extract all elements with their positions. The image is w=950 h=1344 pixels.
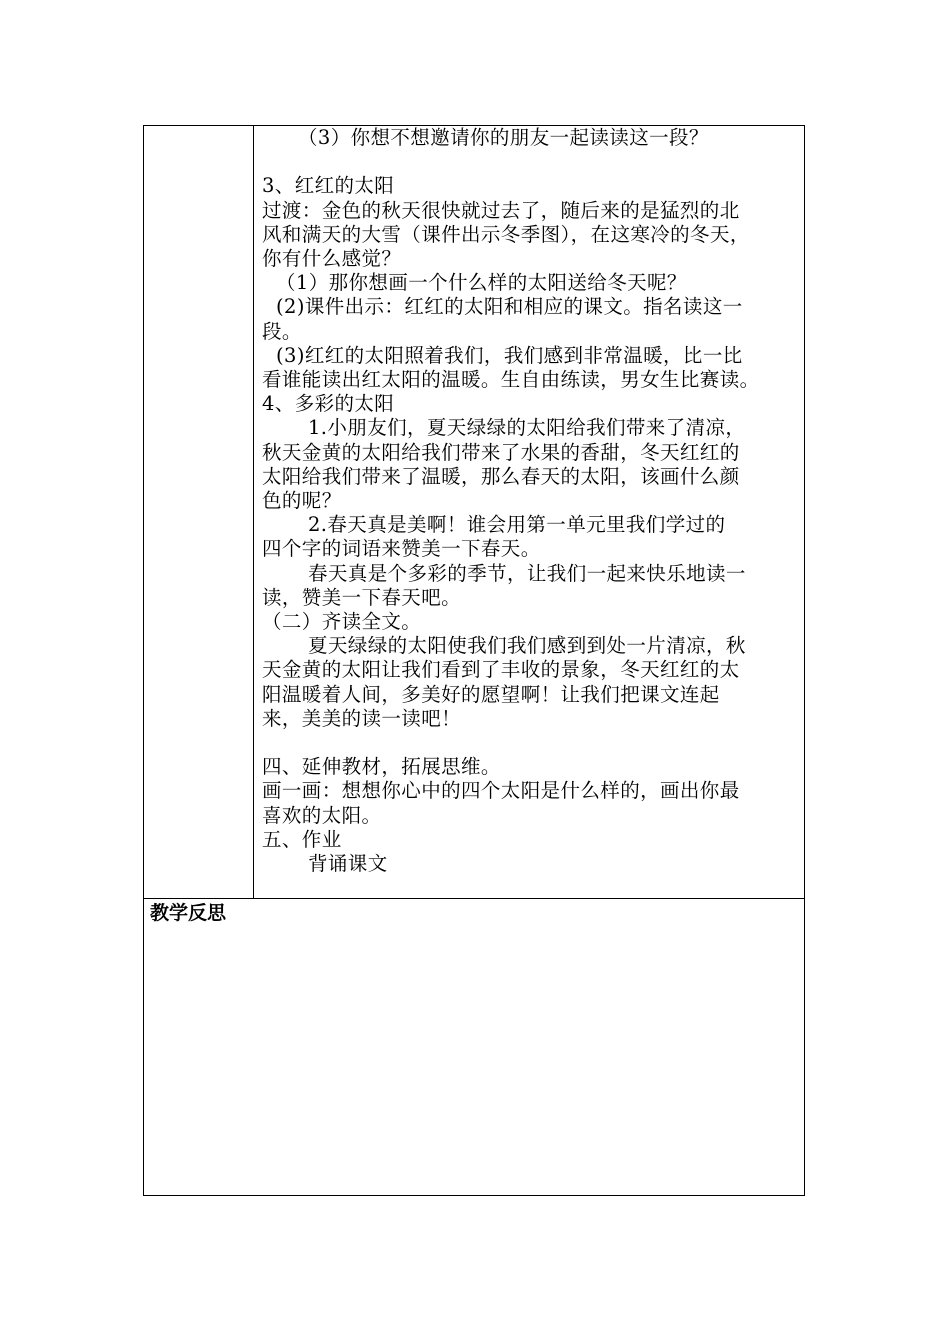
text-line: （3）你想不想邀请你的朋友一起读读这一段？ [298,126,709,149]
section-heading: 4、多彩的太阳 [262,392,395,416]
text-line: 背诵课文 [308,852,388,876]
lesson-plan-table [143,125,805,1196]
text-line: (2)课件出示：红红的太阳和相应的课文。指名读这一 [276,295,743,319]
lesson-content-cell [254,126,805,899]
text-line: 夏天绿绿的太阳使我们我们感到到处一片清凉，秋 [308,634,746,658]
text-line: 太阳给我们带来了温暖，那么春天的太阳，该画什么颜 [262,464,740,488]
row-label-cell [144,126,254,899]
reflection-title: 教学反思 [150,902,227,924]
text-line: 过渡：金色的秋天很快就过去了，随后来的是猛烈的北 [262,198,740,222]
text-line: （1）那你想画一个什么样的太阳送给冬天呢？ [276,271,687,295]
text-line: 春天真是个多彩的季节，让我们一起来快乐地读一 [308,561,746,585]
blank-line [262,731,800,755]
text-line: 2.春天真是美啊！谁会用第一单元里我们学过的 [308,513,726,537]
lesson-row [144,126,805,899]
section-heading: （二）齐读全文。 [262,610,422,634]
text-line: 四个字的词语来赞美一下春天。 [262,537,541,561]
text-line: 1.小朋友们，夏天绿绿的太阳给我们带来了清凉， [308,416,746,440]
text-line: 画一画：想想你心中的四个太阳是什么样的，画出你最 [262,779,740,803]
reflection-row [144,899,805,1196]
blank-line [262,150,800,174]
text-line: 色的呢？ [262,489,342,513]
text-line: 阳温暖着人间，多美好的愿望啊！让我们把课文连起 [262,682,720,706]
text-line: (3)红红的太阳照着我们，我们感到非常温暖，比一比 [276,343,743,367]
section-heading: 五、作业 [262,827,342,851]
section-heading: 四、延伸教材，拓展思维。 [262,755,501,779]
text-line: 看谁能读出红太阳的温暖。生自由练读，男女生比赛读。 [262,368,760,392]
text-line: 风和满天的大雪（课件出示冬季图），在这寒冷的冬天， [262,222,750,246]
text-line: 读，赞美一下春天吧。 [262,585,462,609]
section-heading: 3、红红的太阳 [262,174,395,198]
text-line: 来，美美的读一读吧！ [262,706,462,730]
reflection-cell [144,899,805,1196]
lesson-content [254,126,804,898]
text-line: 段。 [262,319,302,343]
text-line: 你有什么感觉？ [262,247,402,270]
text-line: 喜欢的太阳。 [262,803,382,827]
text-line: 天金黄的太阳让我们看到了丰收的景象，冬天红红的太 [262,658,740,682]
text-line: 秋天金黄的太阳给我们带来了水果的香甜，冬天红红的 [262,440,740,464]
